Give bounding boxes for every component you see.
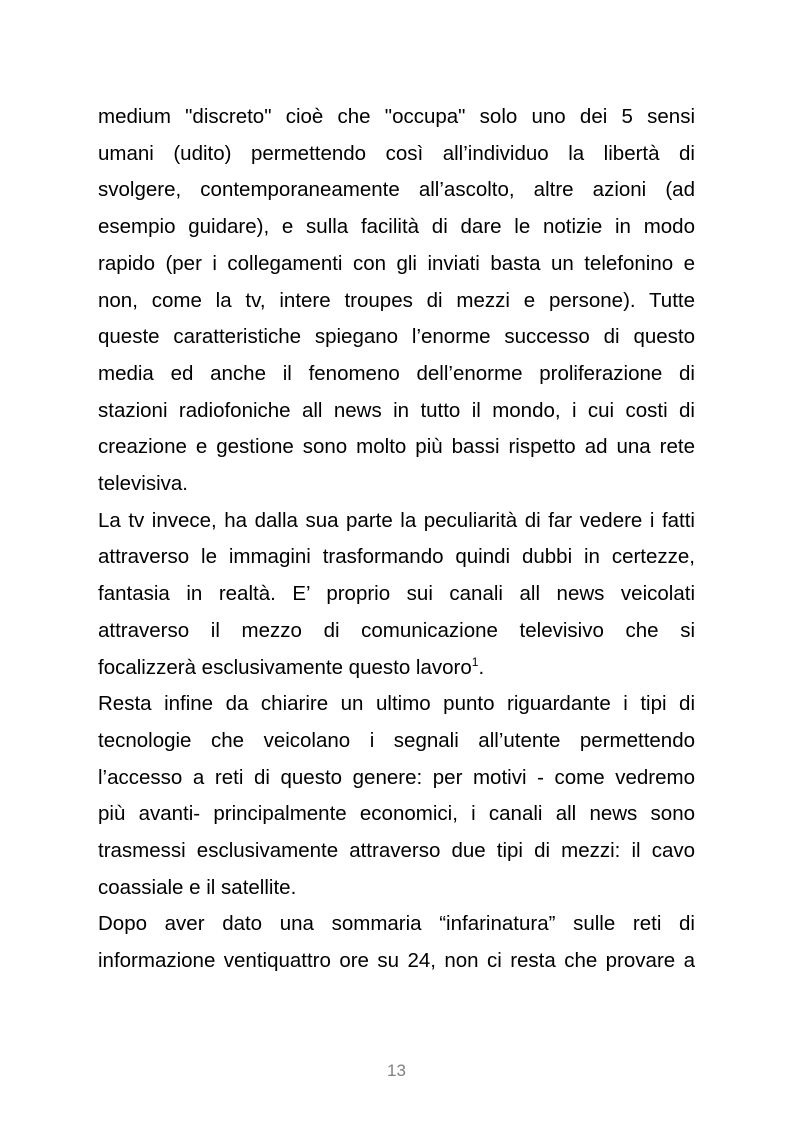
text-line: creazione e gestione sono molto più bassi rispetto ad una rete	[98, 435, 695, 459]
paragraph-conclusion	[98, 906, 695, 979]
text-line: svolgere, contemporaneamente all’ascolto, altre azioni (ad	[98, 178, 695, 202]
text-line: non, come la tv, intere troupes di mezzi e persone). Tutte	[98, 288, 695, 312]
text-line: informazione ventiquattro ore su 24, non ci resta che provare a	[98, 949, 695, 973]
text-line: La tv invece, ha dalla sua parte la peculiarità di far vedere i fatti	[98, 508, 695, 532]
text-line: media ed anche il fenomeno dell’enorme proliferazione di	[98, 361, 695, 385]
text-line: esempio guidare), e sulla facilità di dare le notizie in modo	[98, 215, 695, 239]
page-number: 13	[387, 1061, 406, 1080]
text-line: Resta infine da chiarire un ultimo punto riguardante i tipi di	[98, 692, 695, 716]
text-line: più avanti- principalmente economici, i canali all news sono	[98, 802, 695, 826]
text-line: televisiva.	[98, 472, 189, 496]
text-line: Dopo aver dato una sommaria “infarinatura” sulle reti di	[98, 912, 695, 936]
paragraph-tv	[98, 503, 695, 687]
sentence-end: .	[478, 655, 485, 679]
text-line: fantasia in realtà. E’ proprio sui canali all news veicolati	[98, 582, 695, 606]
text-line: trasmessi esclusivamente attraverso due tipi di mezzi: il cavo	[98, 839, 695, 863]
page-body	[98, 99, 695, 980]
text-line: focalizzerà esclusivamente questo lavoro	[98, 655, 472, 679]
text-line: queste caratteristiche spiegano l’enorme successo di questo	[98, 325, 695, 349]
text-line: stazioni radiofoniche all news in tutto il mondo, i cui costi di	[98, 398, 695, 422]
paragraph-radio-medium	[98, 99, 695, 503]
text-line: medium "discreto" cioè che "occupa" solo uno dei 5 sensi	[98, 105, 695, 128]
text-line-with-footnote	[98, 650, 695, 687]
text-line: l’accesso a reti di questo genere: per motivi - come vedremo	[98, 765, 695, 789]
paragraph-technologies	[98, 686, 695, 906]
text-line: tecnologie che veicolano i segnali all’utente permettendo	[98, 728, 695, 752]
text-line: attraverso le immagini trasformando quindi dubbi in certezze,	[98, 545, 695, 569]
text-line: coassiale e il satellite.	[98, 875, 297, 899]
text-line: umani (udito) permettendo così all’individuo la libertà di	[98, 141, 695, 165]
text-line: rapido (per i collegamenti con gli inviati basta un telefonino e	[98, 251, 695, 275]
text-line: attraverso il mezzo di comunicazione televisivo che si	[98, 618, 695, 642]
footnote-reference[interactable]: 1	[471, 654, 479, 669]
